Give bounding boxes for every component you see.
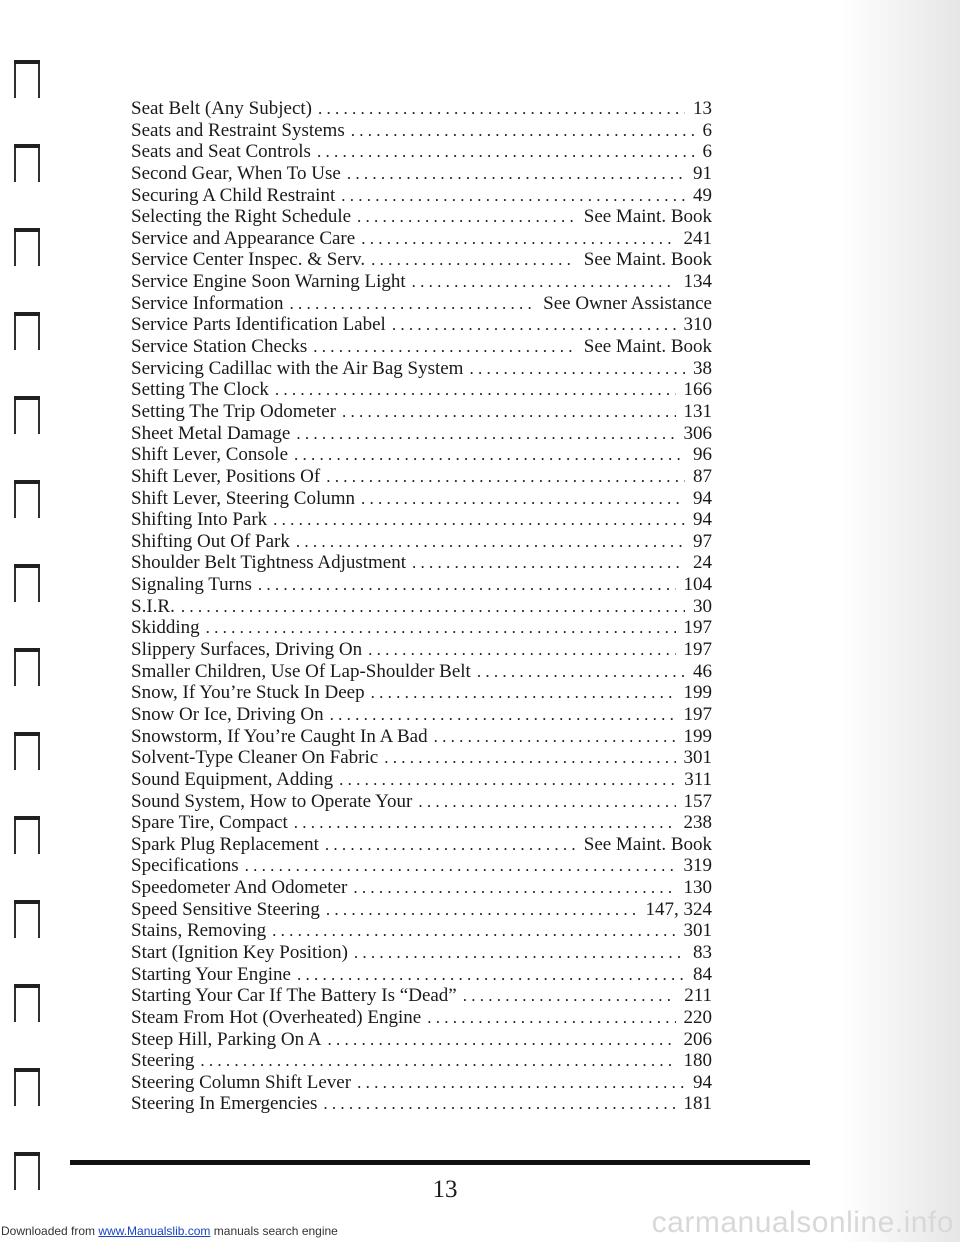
index-term: Selecting the Right Schedule xyxy=(131,206,352,228)
index-page-ref: 83 xyxy=(693,941,712,963)
index-page-ref: 87 xyxy=(693,465,712,487)
index-page-ref: 199 xyxy=(683,682,712,704)
index-page-ref: 49 xyxy=(693,184,712,206)
dot-leader xyxy=(371,249,576,271)
index-entry xyxy=(131,596,712,618)
dot-leader xyxy=(289,293,535,315)
index-entry xyxy=(131,509,712,531)
index-page-ref: 24 xyxy=(693,552,712,574)
index-page-ref: 157 xyxy=(683,790,712,812)
index-entry xyxy=(131,769,712,791)
index-entry xyxy=(131,747,712,769)
index-term: Second Gear, When To Use xyxy=(131,162,341,184)
index-term: Spare Tire, Compact xyxy=(131,812,288,834)
index-term: Steering In Emergencies xyxy=(131,1093,318,1115)
index-entry xyxy=(131,314,712,336)
index-page-ref: 206 xyxy=(683,1028,712,1050)
index-entry xyxy=(131,271,712,293)
index-entry xyxy=(131,120,712,142)
index-entry xyxy=(131,812,712,834)
index-entry xyxy=(131,185,712,207)
index-term: Starting Your Engine xyxy=(131,963,291,985)
index-page-ref: 181 xyxy=(683,1093,712,1115)
index-entry xyxy=(131,228,712,250)
footer-suffix: manuals search engine xyxy=(210,1224,338,1238)
dot-leader xyxy=(297,964,685,986)
index-entry xyxy=(131,531,712,553)
index-page-ref: 6 xyxy=(702,141,712,163)
index-page-ref: 91 xyxy=(693,162,712,184)
index-entry xyxy=(131,163,712,185)
index-entry xyxy=(131,920,712,942)
index-entry xyxy=(131,704,712,726)
dot-leader xyxy=(357,1072,685,1094)
binder-tab xyxy=(14,480,40,518)
dot-leader xyxy=(330,704,676,726)
index-term: Sound System, How to Operate Your xyxy=(131,790,413,812)
dot-leader xyxy=(206,617,676,639)
index-page-ref: 197 xyxy=(683,639,712,661)
index-page-ref: 96 xyxy=(693,444,712,466)
index-page-ref: 38 xyxy=(693,357,712,379)
index-entry xyxy=(131,661,712,683)
dot-leader xyxy=(294,812,676,834)
index-entry xyxy=(131,379,712,401)
index-term: Stains, Removing xyxy=(131,920,267,942)
binder-tab xyxy=(14,732,40,770)
index-entry xyxy=(131,1029,712,1051)
index-page-ref: 180 xyxy=(683,1050,712,1072)
index-term: Shift Lever, Positions Of xyxy=(131,465,321,487)
index-page-ref: 238 xyxy=(683,812,712,834)
index-term: Shifting Out Of Park xyxy=(131,530,290,552)
dot-leader xyxy=(275,379,676,401)
index-entry xyxy=(131,964,712,986)
dot-leader xyxy=(347,163,685,185)
index-page-ref: 147, 324 xyxy=(645,898,712,920)
index-page-ref: 301 xyxy=(683,747,712,769)
index-page-ref: 220 xyxy=(683,1006,712,1028)
index-term: Service Engine Soon Warning Light xyxy=(131,271,406,293)
index-page-ref: 13 xyxy=(693,98,712,119)
index-term: Shoulder Belt Tightness Adjustment xyxy=(131,552,407,574)
index-page-ref: See Maint. Book xyxy=(583,336,712,358)
index-term: S.I.R. xyxy=(131,595,175,617)
binder-tab xyxy=(14,396,40,434)
index-page-ref: 211 xyxy=(684,985,712,1007)
dot-leader xyxy=(392,314,676,336)
binder-tab xyxy=(14,900,40,938)
index-page-ref: 131 xyxy=(683,400,712,422)
index-term: Seat Belt (Any Subject) xyxy=(131,98,312,119)
index-page-ref: 130 xyxy=(683,877,712,899)
binder-tabs xyxy=(8,60,48,1190)
index-entry xyxy=(131,249,712,271)
index-term: Seats and Restraint Systems xyxy=(131,119,345,141)
download-footer xyxy=(1,1224,338,1238)
index-term: Start (Ignition Key Position) xyxy=(131,941,348,963)
dot-leader xyxy=(326,466,685,488)
index-entry xyxy=(131,985,712,1007)
index-entry xyxy=(131,726,712,748)
index-entry xyxy=(131,1007,712,1029)
index-term: Skidding xyxy=(131,617,200,639)
index-entry xyxy=(131,1050,712,1072)
index-term: Setting The Clock xyxy=(131,379,269,401)
index-page-ref: 241 xyxy=(683,227,712,249)
index-page-ref: 94 xyxy=(693,1071,712,1093)
index-page-ref: 197 xyxy=(683,703,712,725)
dot-leader xyxy=(434,726,676,748)
index-term: Smaller Children, Use Of Lap-Shoulder Belt xyxy=(131,660,471,682)
index-entry xyxy=(131,444,712,466)
index-entry xyxy=(131,488,712,510)
index-term: Steam From Hot (Overheated) Engine xyxy=(131,1006,422,1028)
index-page-ref: 197 xyxy=(683,617,712,639)
index-page-ref: 310 xyxy=(683,314,712,336)
index-entry xyxy=(131,552,712,574)
index-entry xyxy=(131,1072,712,1094)
binder-tab xyxy=(14,144,40,182)
index-page-ref: 6 xyxy=(702,119,712,141)
binder-tab xyxy=(14,60,40,98)
binder-tab xyxy=(14,564,40,602)
index-term: Steering xyxy=(131,1050,195,1072)
dot-leader xyxy=(361,228,675,250)
index-term: Snow Or Ice, Driving On xyxy=(131,703,324,725)
index-entry xyxy=(131,639,712,661)
index-page-ref: 94 xyxy=(693,509,712,531)
index-term: Shift Lever, Steering Column xyxy=(131,487,356,509)
dot-leader xyxy=(318,98,685,120)
dot-leader xyxy=(477,661,685,683)
index-term: Speedometer And Odometer xyxy=(131,877,348,899)
index-term: Solvent-Type Cleaner On Fabric xyxy=(131,747,379,769)
dot-leader xyxy=(351,120,695,142)
index-entry xyxy=(131,336,712,358)
dot-leader xyxy=(341,185,685,207)
index-page-ref: See Maint. Book xyxy=(583,249,712,271)
binder-tab xyxy=(14,648,40,686)
index-term: Spark Plug Replacement xyxy=(131,833,319,855)
index-term: Service and Appearance Care xyxy=(131,227,356,249)
index-term: Signaling Turns xyxy=(131,574,252,596)
index-page-ref: 134 xyxy=(683,271,712,293)
index-page-ref: 30 xyxy=(693,595,712,617)
index-page-ref: 46 xyxy=(693,660,712,682)
binder-tab xyxy=(14,312,40,350)
dot-leader xyxy=(258,574,676,596)
dot-leader xyxy=(245,855,676,877)
index-entry xyxy=(131,617,712,639)
dot-leader xyxy=(317,141,695,163)
binder-tab xyxy=(14,1068,40,1106)
dot-leader xyxy=(326,899,638,921)
index-term: Seats and Seat Controls xyxy=(131,141,311,163)
index-entry xyxy=(131,574,712,596)
index-entry xyxy=(131,899,712,921)
dot-leader xyxy=(427,1007,675,1029)
index-term: Snowstorm, If You’re Caught In A Bad xyxy=(131,725,428,747)
dot-leader xyxy=(357,206,576,228)
index-term: Speed Sensitive Steering xyxy=(131,898,320,920)
index-entry xyxy=(131,834,712,856)
dot-leader xyxy=(296,423,675,445)
watermark: carmanualsonline.info xyxy=(651,1206,954,1239)
index-term: Shift Lever, Console xyxy=(131,444,289,466)
index-page-ref: 94 xyxy=(693,487,712,509)
dot-leader xyxy=(412,552,685,574)
dot-leader xyxy=(384,747,675,769)
index-page-ref: 306 xyxy=(683,422,712,444)
index-entry xyxy=(131,206,712,228)
index-term: Setting The Trip Odometer xyxy=(131,400,336,422)
index-page-ref: 84 xyxy=(693,963,712,985)
footer-prefix: Downloaded from xyxy=(1,1224,99,1238)
binder-tab xyxy=(14,816,40,854)
index-entry xyxy=(131,141,712,163)
dot-leader xyxy=(323,1093,675,1115)
index-term: Service Information xyxy=(131,292,284,314)
manualslib-link[interactable]: www.Manualslib.com xyxy=(98,1224,211,1238)
binder-tab xyxy=(14,228,40,266)
dot-leader xyxy=(181,596,685,618)
dot-leader xyxy=(313,336,576,358)
index-term: Starting Your Car If The Battery Is “Dead” xyxy=(131,985,457,1007)
dot-leader xyxy=(328,1029,676,1051)
index-term: Servicing Cadillac with the Air Bag System xyxy=(131,357,464,379)
index-term: Service Parts Identification Label xyxy=(131,314,386,336)
index-term: Sound Equipment, Adding xyxy=(131,768,334,790)
dot-leader xyxy=(463,985,676,1007)
dot-leader xyxy=(273,509,685,531)
dot-leader xyxy=(469,358,685,380)
index-term: Specifications xyxy=(131,855,239,877)
index-page-ref: 199 xyxy=(683,725,712,747)
dot-leader xyxy=(339,769,676,791)
dot-leader xyxy=(361,488,685,510)
index-page-ref: 166 xyxy=(683,379,712,401)
index-entry xyxy=(131,791,712,813)
dot-leader xyxy=(368,639,675,661)
dot-leader xyxy=(418,791,675,813)
dot-leader xyxy=(371,682,676,704)
dot-leader xyxy=(354,942,685,964)
index-page-ref: See Maint. Book xyxy=(583,833,712,855)
index-entry xyxy=(131,98,712,120)
dot-leader xyxy=(294,444,685,466)
page-number: 13 xyxy=(432,1176,458,1203)
dot-leader xyxy=(342,401,676,423)
dot-leader xyxy=(296,531,685,553)
binder-tab xyxy=(14,984,40,1022)
index-entry xyxy=(131,855,712,877)
index-page-ref: See Owner Assistance xyxy=(543,292,712,314)
index-term: Sheet Metal Damage xyxy=(131,422,291,444)
index-term: Shifting Into Park xyxy=(131,509,268,531)
index-page-ref: 97 xyxy=(693,530,712,552)
index-entry xyxy=(131,877,712,899)
index-term: Service Center Inspec. & Serv. xyxy=(131,249,366,271)
index-entry xyxy=(131,423,712,445)
index-term: Steep Hill, Parking On A xyxy=(131,1028,322,1050)
index-entry xyxy=(131,942,712,964)
index-page-ref: See Maint. Book xyxy=(583,206,712,228)
index-term: Steering Column Shift Lever xyxy=(131,1071,352,1093)
index-entry xyxy=(131,358,712,380)
index-term: Securing A Child Restraint xyxy=(131,184,336,206)
dot-leader xyxy=(272,920,675,942)
index-page-ref: 319 xyxy=(683,855,712,877)
footer-rule xyxy=(70,1160,810,1165)
index-entry xyxy=(131,293,712,315)
index-entry xyxy=(131,401,712,423)
index-entry xyxy=(131,466,712,488)
dot-leader xyxy=(325,834,576,856)
dot-leader xyxy=(200,1050,675,1072)
index-term: Snow, If You’re Stuck In Deep xyxy=(131,682,365,704)
dot-leader xyxy=(412,271,676,293)
dot-leader xyxy=(353,877,675,899)
index-page-ref: 104 xyxy=(683,574,712,596)
index-entry xyxy=(131,682,712,704)
index-list xyxy=(131,98,712,1115)
page-edge-shadow xyxy=(842,0,960,1242)
index-entry xyxy=(131,1093,712,1115)
index-term: Slippery Surfaces, Driving On xyxy=(131,639,363,661)
index-page-ref: 301 xyxy=(683,920,712,942)
index-term: Service Station Checks xyxy=(131,336,308,358)
index-page-ref: 311 xyxy=(684,768,712,790)
